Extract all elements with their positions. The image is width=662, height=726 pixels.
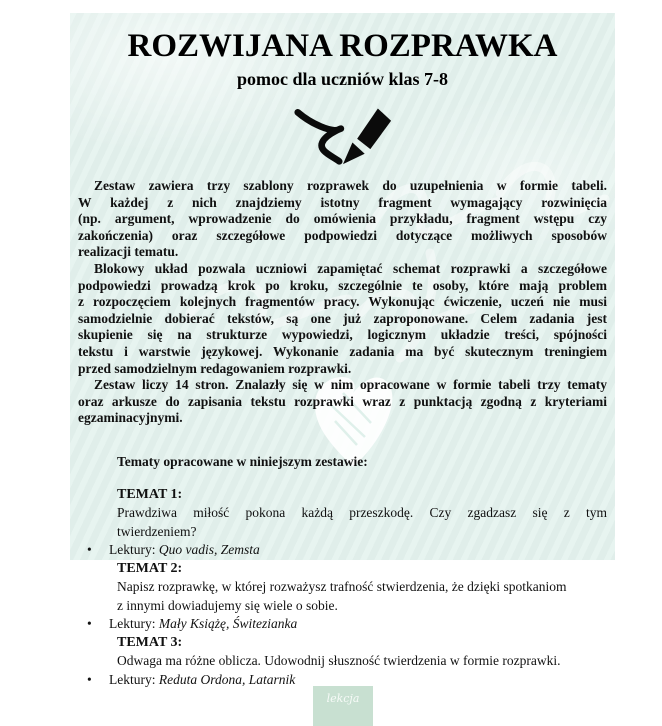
paragraph-line: (np. argument, wprowadzenie do omówienia przykładu, fragment wstępu czy [78,211,607,227]
lektury-text [109,615,607,634]
topic-line: z innymi dowiadujemy się wiele o sobie. [117,597,338,613]
paragraph-line: Blokowy układ pozwala uczniowi zapamiętać schemat rozprawki a szczegółowe [94,260,607,276]
paragraph-line: podpowiedzi prowadzą krok po kroku, szczególnie te osoby, które mają problem [78,277,607,293]
publisher-logo-text: lekcja [326,692,360,705]
bullet-icon: • [87,542,92,558]
lektury-titles: Quo vadis, Zemsta [158,542,260,558]
paragraph-line: z rozpoczęciem kolejnych fragmentów pracy. Wykonując ćwiczenie, uczeń nie musi [78,294,607,310]
paragraph-line: samodzielnie dobierać tekstów, są one już zaproponowane. Celem zadania jest [78,310,607,326]
paragraph-line: realizacji tematu. [78,244,179,260]
publisher-logo-badge [313,686,373,726]
paragraph-line: przed samodzielnym redagowaniem rozprawki. [78,360,352,376]
paragraph-line: tekstu i warstwie językowej. Wykonanie zadania ma być skutecznym treningiem [78,343,607,359]
topic-line: Prawdziwa miłość pokona każdą przeszkodę. Czy zgadzasz się z tym [117,505,607,521]
paragraph-line: zakończenia) oraz szczegółowe podpowiedzi dotyczące możliwych sposobów [78,227,607,243]
page-title: ROZWIJANA ROZPRAWKA [127,28,558,64]
paragraph-2 [78,261,607,377]
topics-list [78,486,607,690]
intro-paragraphs [78,178,607,427]
topic-3-body [117,652,607,671]
topic-line: twierdzeniem? [117,523,197,539]
paragraph-line: Zestaw liczy 14 stron. Znalazły się w nim opracowane w formie tabeli trzy tematy [94,377,607,393]
paragraph-3 [78,377,607,427]
page-subtitle: pomoc dla uczniów klas 7-8 [236,69,449,89]
paragraph-1 [78,178,607,261]
topic-line: Napisz rozprawkę, w której rozważysz trafność stwierdzenia, że dzięki spotkaniom [117,579,567,595]
topic-2-body [117,578,607,615]
lektury-titles: Reduta Ordona, Latarnik [158,671,296,687]
paragraph-line: skupienie się na strukturze wypowiedzi, logicznym układzie treści, spójności [78,327,607,343]
paragraph-line: W każdej z nich znajdziemy istotny fragment wymagający rozwinięcia [78,194,607,210]
topic-3-heading: TEMAT 3: [117,634,183,650]
page-content [70,27,615,689]
paragraph-line: egzaminacyjnymi. [78,410,183,426]
bullet-icon: • [87,671,92,687]
topic-1-body [117,504,607,541]
topic-2-lektury-item [78,615,607,634]
bullet-icon: • [87,616,92,632]
topic-1-lektury-item [78,541,607,560]
topic-2-heading: TEMAT 2: [117,560,183,576]
lektury-label: Lektury: [109,616,159,632]
document-page [70,13,615,713]
topics-heading: Tematy opracowane w niniejszym zestawie: [117,453,368,469]
marker-pen-icon [78,101,607,167]
lektury-titles: Mały Książę, Świtezianka [158,616,298,632]
lektury-label: Lektury: [109,671,159,687]
topic-line: Odwaga ma różne oblicza. Udowodnij słuszność twierdzenia w formie rozprawki. [117,653,561,669]
topic-1-heading: TEMAT 1: [117,486,183,502]
lektury-label: Lektury: [109,542,159,558]
paragraph-line: Zestaw zawiera trzy szablony rozprawek do uzupełnienia w formie tabeli. [94,178,607,193]
lektury-text [109,541,607,560]
paragraph-line: oraz arkusze do zapisania tekstu rozprawki wraz z punktacją zgodną z kryteriami [78,393,607,409]
